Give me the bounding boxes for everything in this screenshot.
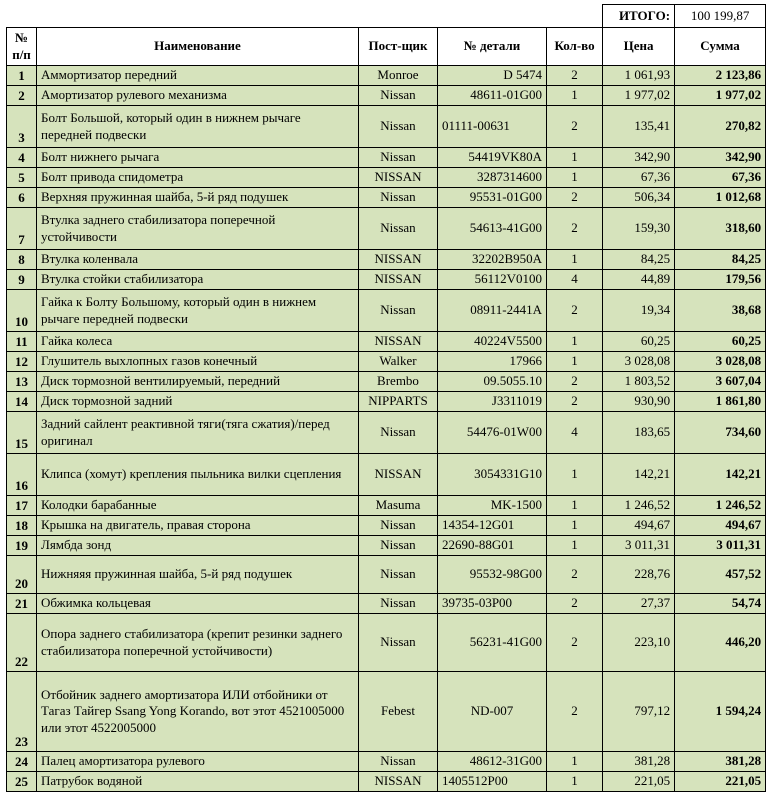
- totals-spacer: [7, 5, 603, 28]
- cell-name: Палец амортизатора рулевого: [37, 752, 359, 772]
- cell-num: 7: [7, 208, 37, 250]
- cell-price: 44,89: [603, 270, 675, 290]
- totals-label: ИТОГО:: [603, 5, 675, 28]
- cell-name: Лямбда зонд: [37, 536, 359, 556]
- cell-num: 2: [7, 86, 37, 106]
- cell-name: Втулка коленвала: [37, 250, 359, 270]
- table-row: [7, 496, 766, 516]
- cell-part: 54476-01W00: [438, 412, 547, 454]
- cell-part: D 5474: [438, 66, 547, 86]
- cell-name: Верхняя пружинная шайба, 5-й ряд подушек: [37, 188, 359, 208]
- cell-sum: 270,82: [675, 106, 766, 148]
- cell-sum: 38,68: [675, 290, 766, 332]
- cell-name: Отбойник заднего амортизатора ИЛИ отбойники от Тагаз Тайгер Ssang Yong Korando, вот этот 4521005000 или этот 4522005000: [37, 672, 359, 752]
- cell-name: Болт нижнего рычага: [37, 148, 359, 168]
- cell-price: 506,34: [603, 188, 675, 208]
- cell-num: 11: [7, 332, 37, 352]
- cell-part: 01111-00631: [438, 106, 547, 148]
- cell-supplier: NIPPARTS: [359, 392, 438, 412]
- cell-num: 9: [7, 270, 37, 290]
- cell-part: 17966: [438, 352, 547, 372]
- cell-price: 1 246,52: [603, 496, 675, 516]
- cell-sum: 1 246,52: [675, 496, 766, 516]
- cell-part: 3054331G10: [438, 454, 547, 496]
- cell-part: ND-007: [438, 672, 547, 752]
- cell-price: 84,25: [603, 250, 675, 270]
- cell-qty: 1: [547, 454, 603, 496]
- parts-table-body: [7, 66, 766, 792]
- cell-name: Задний сайлент реактивной тяги(тяга сжатия)/перед оригинал: [37, 412, 359, 454]
- cell-price: 142,21: [603, 454, 675, 496]
- header-row: [7, 28, 766, 66]
- cell-supplier: Nissan: [359, 86, 438, 106]
- cell-part: 95532-98G00: [438, 556, 547, 594]
- cell-num: 6: [7, 188, 37, 208]
- cell-qty: 1: [547, 332, 603, 352]
- cell-num: 22: [7, 614, 37, 672]
- cell-sum: 1 861,80: [675, 392, 766, 412]
- cell-part: 95531-01G00: [438, 188, 547, 208]
- cell-part: 39735-03P00: [438, 594, 547, 614]
- cell-supplier: NISSAN: [359, 168, 438, 188]
- cell-num: 12: [7, 352, 37, 372]
- cell-price: 223,10: [603, 614, 675, 672]
- table-row: [7, 614, 766, 672]
- cell-part: J3311019: [438, 392, 547, 412]
- table-row: [7, 752, 766, 772]
- cell-name: Колодки барабанные: [37, 496, 359, 516]
- cell-qty: 1: [547, 86, 603, 106]
- column-header-sum: Сумма: [675, 28, 766, 66]
- cell-qty: 2: [547, 556, 603, 594]
- cell-num: 23: [7, 672, 37, 752]
- cell-supplier: Nissan: [359, 208, 438, 250]
- cell-qty: 1: [547, 516, 603, 536]
- cell-qty: 2: [547, 106, 603, 148]
- cell-num: 4: [7, 148, 37, 168]
- cell-sum: 494,67: [675, 516, 766, 536]
- column-header-qty: Кол-во: [547, 28, 603, 66]
- cell-qty: 2: [547, 392, 603, 412]
- cell-part: MK-1500: [438, 496, 547, 516]
- cell-price: 494,67: [603, 516, 675, 536]
- table-row: [7, 188, 766, 208]
- cell-qty: 1: [547, 148, 603, 168]
- cell-qty: 1: [547, 352, 603, 372]
- cell-qty: 1: [547, 536, 603, 556]
- cell-sum: 179,56: [675, 270, 766, 290]
- cell-sum: 1 594,24: [675, 672, 766, 752]
- cell-part: 08911-2441A: [438, 290, 547, 332]
- cell-sum: 1 012,68: [675, 188, 766, 208]
- cell-price: 159,30: [603, 208, 675, 250]
- column-header-name: Наименование: [37, 28, 359, 66]
- cell-price: 19,34: [603, 290, 675, 332]
- cell-price: 3 028,08: [603, 352, 675, 372]
- table-row: [7, 66, 766, 86]
- cell-price: 1 977,02: [603, 86, 675, 106]
- cell-num: 14: [7, 392, 37, 412]
- cell-part: 14354-12G01: [438, 516, 547, 536]
- cell-qty: 1: [547, 772, 603, 792]
- parts-table: [6, 4, 766, 792]
- cell-name: Опора заднего стабилизатора (крепит резинки заднего стабилизатора поперечной устойчивости): [37, 614, 359, 672]
- cell-part: 1405512P00: [438, 772, 547, 792]
- table-row: [7, 290, 766, 332]
- cell-supplier: NISSAN: [359, 270, 438, 290]
- cell-price: 342,90: [603, 148, 675, 168]
- cell-sum: 457,52: [675, 556, 766, 594]
- cell-qty: 2: [547, 614, 603, 672]
- cell-qty: 2: [547, 188, 603, 208]
- table-row: [7, 352, 766, 372]
- cell-price: 797,12: [603, 672, 675, 752]
- cell-supplier: Nissan: [359, 516, 438, 536]
- table-row: [7, 168, 766, 188]
- cell-part: 48611-01G00: [438, 86, 547, 106]
- cell-sum: 3 028,08: [675, 352, 766, 372]
- cell-sum: 67,36: [675, 168, 766, 188]
- cell-price: 135,41: [603, 106, 675, 148]
- cell-name: Клипса (хомут) крепления пыльника вилки сцепления: [37, 454, 359, 496]
- cell-sum: 3 607,04: [675, 372, 766, 392]
- cell-supplier: Nissan: [359, 106, 438, 148]
- cell-part: 3287314600: [438, 168, 547, 188]
- cell-sum: 381,28: [675, 752, 766, 772]
- cell-part: 56112V0100: [438, 270, 547, 290]
- cell-supplier: Nissan: [359, 536, 438, 556]
- cell-qty: 1: [547, 496, 603, 516]
- cell-num: 3: [7, 106, 37, 148]
- table-row: [7, 106, 766, 148]
- cell-sum: 734,60: [675, 412, 766, 454]
- cell-sum: 84,25: [675, 250, 766, 270]
- cell-name: Крышка на двигатель, правая сторона: [37, 516, 359, 536]
- cell-name: Втулка стойки стабилизатора: [37, 270, 359, 290]
- cell-num: 21: [7, 594, 37, 614]
- cell-num: 20: [7, 556, 37, 594]
- cell-num: 19: [7, 536, 37, 556]
- cell-qty: 4: [547, 412, 603, 454]
- cell-num: 10: [7, 290, 37, 332]
- table-row: [7, 86, 766, 106]
- cell-supplier: Brembo: [359, 372, 438, 392]
- cell-sum: 342,90: [675, 148, 766, 168]
- cell-part: 54419VK80A: [438, 148, 547, 168]
- cell-name: Глушитель выхлопных газов конечный: [37, 352, 359, 372]
- cell-part: 22690-88G01: [438, 536, 547, 556]
- cell-supplier: Walker: [359, 352, 438, 372]
- totals-row: [7, 5, 766, 28]
- cell-supplier: Nissan: [359, 148, 438, 168]
- column-header-part: № детали: [438, 28, 547, 66]
- cell-supplier: Masuma: [359, 496, 438, 516]
- cell-num: 5: [7, 168, 37, 188]
- cell-part: 48612-31G00: [438, 752, 547, 772]
- cell-name: Гайка к Болту Большому, который один в нижнем рычаге передней подвески: [37, 290, 359, 332]
- cell-price: 1 061,93: [603, 66, 675, 86]
- cell-part: 09.5055.10: [438, 372, 547, 392]
- cell-num: 8: [7, 250, 37, 270]
- cell-supplier: NISSAN: [359, 454, 438, 496]
- cell-supplier: Nissan: [359, 752, 438, 772]
- cell-supplier: Nissan: [359, 412, 438, 454]
- cell-price: 27,37: [603, 594, 675, 614]
- cell-qty: 2: [547, 290, 603, 332]
- cell-supplier: Nissan: [359, 188, 438, 208]
- cell-sum: 54,74: [675, 594, 766, 614]
- table-row: [7, 454, 766, 496]
- cell-supplier: Nissan: [359, 556, 438, 594]
- table-row: [7, 536, 766, 556]
- table-row: [7, 556, 766, 594]
- cell-price: 3 011,31: [603, 536, 675, 556]
- table-row: [7, 270, 766, 290]
- column-header-price: Цена: [603, 28, 675, 66]
- table-row: [7, 332, 766, 352]
- cell-name: Патрубок водяной: [37, 772, 359, 792]
- cell-supplier: NISSAN: [359, 772, 438, 792]
- cell-name: Обжимка кольцевая: [37, 594, 359, 614]
- cell-name: Болт привода спидометра: [37, 168, 359, 188]
- table-row: [7, 148, 766, 168]
- table-row: [7, 594, 766, 614]
- cell-qty: 1: [547, 250, 603, 270]
- cell-price: 60,25: [603, 332, 675, 352]
- table-row: [7, 412, 766, 454]
- cell-sum: 2 123,86: [675, 66, 766, 86]
- table-row: [7, 772, 766, 792]
- column-header-supplier: Пост-щик: [359, 28, 438, 66]
- cell-name: Нижняяя пружинная шайба, 5-й ряд подушек: [37, 556, 359, 594]
- cell-price: 67,36: [603, 168, 675, 188]
- cell-price: 930,90: [603, 392, 675, 412]
- cell-sum: 318,60: [675, 208, 766, 250]
- cell-name: Диск тормозной задний: [37, 392, 359, 412]
- cell-part: 32202B950A: [438, 250, 547, 270]
- cell-sum: 3 011,31: [675, 536, 766, 556]
- cell-name: Диск тормозной вентилируемый, передний: [37, 372, 359, 392]
- cell-part: 54613-41G00: [438, 208, 547, 250]
- cell-sum: 142,21: [675, 454, 766, 496]
- cell-supplier: NISSAN: [359, 332, 438, 352]
- cell-num: 17: [7, 496, 37, 516]
- cell-supplier: NISSAN: [359, 250, 438, 270]
- cell-price: 1 803,52: [603, 372, 675, 392]
- table-row: [7, 672, 766, 752]
- cell-price: 381,28: [603, 752, 675, 772]
- cell-price: 183,65: [603, 412, 675, 454]
- cell-num: 16: [7, 454, 37, 496]
- cell-num: 15: [7, 412, 37, 454]
- totals-value: 100 199,87: [675, 5, 766, 28]
- cell-price: 228,76: [603, 556, 675, 594]
- cell-name: Аммортизатор передний: [37, 66, 359, 86]
- column-header-num: № п/п: [7, 28, 37, 66]
- cell-qty: 2: [547, 66, 603, 86]
- cell-supplier: Nissan: [359, 594, 438, 614]
- cell-qty: 2: [547, 372, 603, 392]
- cell-part: 40224V5500: [438, 332, 547, 352]
- table-row: [7, 516, 766, 536]
- cell-num: 1: [7, 66, 37, 86]
- cell-name: Болт Большой, который один в нижнем рычаге передней подвески: [37, 106, 359, 148]
- cell-supplier: Monroe: [359, 66, 438, 86]
- cell-num: 24: [7, 752, 37, 772]
- cell-sum: 60,25: [675, 332, 766, 352]
- table-row: [7, 250, 766, 270]
- cell-sum: 1 977,02: [675, 86, 766, 106]
- cell-qty: 2: [547, 208, 603, 250]
- cell-name: Втулка заднего стабилизатора поперечной устойчивости: [37, 208, 359, 250]
- cell-supplier: Nissan: [359, 290, 438, 332]
- cell-supplier: Nissan: [359, 614, 438, 672]
- table-row: [7, 372, 766, 392]
- cell-qty: 2: [547, 672, 603, 752]
- cell-part: 56231-41G00: [438, 614, 547, 672]
- cell-num: 25: [7, 772, 37, 792]
- cell-num: 18: [7, 516, 37, 536]
- cell-name: Гайка колеса: [37, 332, 359, 352]
- cell-supplier: Febest: [359, 672, 438, 752]
- table-row: [7, 208, 766, 250]
- cell-num: 13: [7, 372, 37, 392]
- table-row: [7, 392, 766, 412]
- cell-sum: 221,05: [675, 772, 766, 792]
- cell-name: Амортизатор рулевого механизма: [37, 86, 359, 106]
- cell-qty: 1: [547, 752, 603, 772]
- cell-qty: 2: [547, 594, 603, 614]
- cell-price: 221,05: [603, 772, 675, 792]
- cell-qty: 4: [547, 270, 603, 290]
- cell-sum: 446,20: [675, 614, 766, 672]
- cell-qty: 1: [547, 168, 603, 188]
